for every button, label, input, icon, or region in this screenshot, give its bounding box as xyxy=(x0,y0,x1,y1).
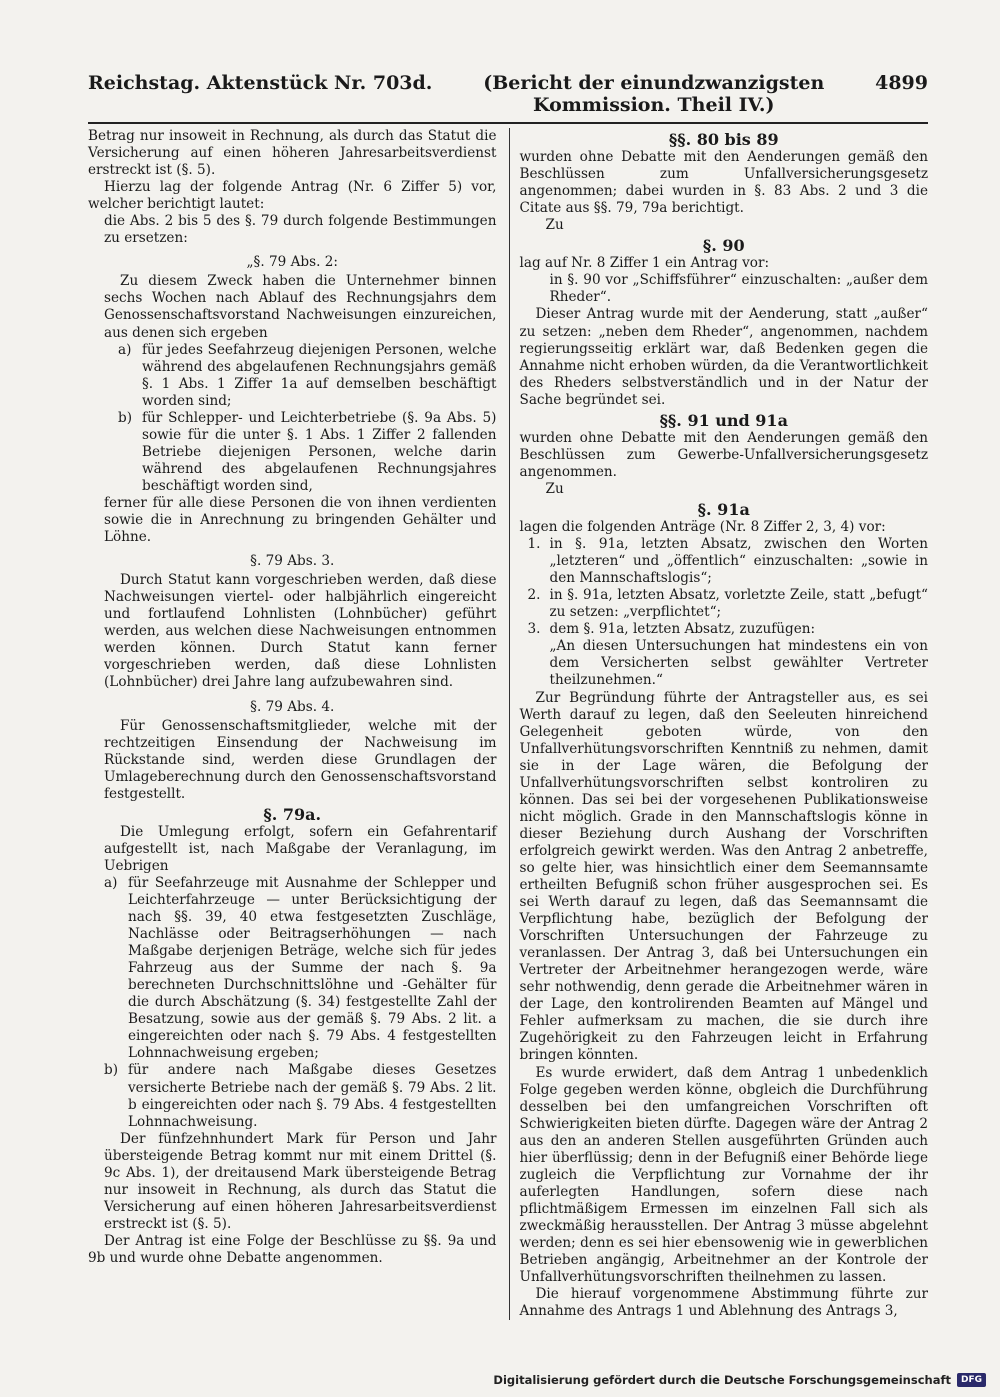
section-heading: §. 90 xyxy=(702,236,745,256)
list-label: 3. xyxy=(527,621,541,638)
document-page xyxy=(88,72,928,1320)
footer-credit: Digitalisierung gefördert durch die Deutsche Forschungsgemeinschaft xyxy=(493,1373,951,1387)
list-label: b) xyxy=(118,409,133,426)
page-number: 4899 xyxy=(875,72,928,94)
left-column xyxy=(88,128,509,1320)
list-item xyxy=(88,1062,497,1130)
list-item xyxy=(520,536,929,587)
right-column xyxy=(509,128,929,1320)
list-text: dem §. 91a, letzten Absatz, zuzufügen: xyxy=(549,621,816,638)
subsection-heading: §. 79 Abs. 3. xyxy=(250,553,335,570)
list-text: für Schlepper- und Leichterbetriebe (§. 9a Abs. 5) sowie für die unter §. 1 Abs. 1 Ziffer 2 fallenden Betriebe diejenigen Personen, welche darin während des abgelaufenen Rechnungsjahres beschäftigt worden sind, xyxy=(142,409,497,494)
paragraph: Der Antrag ist eine Folge der Beschlüsse zu §§. 9a und 9b und wurde ohne Debatte angenommen. xyxy=(88,1232,497,1266)
zu-label: Zu xyxy=(545,480,564,497)
paragraph: in §. 90 vor „Schiffsführer“ einzuschalten: „außer dem Rheder“. xyxy=(549,272,928,306)
paragraph: Der fünfzehnhundert Mark für Person und Jahr übersteigende Betrag kommt nur mit einem Drittel (§. 9c Abs. 1), der dreitausend Mark übersteigende Betrag nur insoweit in Rechnung, als durch das Statut die Versicherung auf einen höheren Jahresarbeitsverdienst erstreckt ist (§. 5). xyxy=(104,1130,497,1232)
paragraph: ferner für alle diese Personen die von ihnen verdienten sowie die in Anrechnung zu bringenden Gehälter und Löhne. xyxy=(104,494,497,546)
paragraph: lag auf Nr. 8 Ziffer 1 ein Antrag vor: xyxy=(519,255,770,272)
list-item xyxy=(520,587,929,621)
paragraph: Zu diesem Zweck haben die Unternehmer binnen sechs Wochen nach Ablauf des Rechnungsjahrs dem Genossenschaftsvorstand Nachweisungen einzureichen, aus denen sich ergeben xyxy=(104,273,497,341)
list-text: in §. 91a, letzten Absatz, vorletzte Zeile, statt „befugt“ zu setzen: „verpflichtet“; xyxy=(549,587,928,621)
list-text: für Seefahrzeuge mit Ausnahme der Schlepper und Leichterfahrzeuge — unter Berücksichtigung der nach §§. 39, 40 etwa festgesetzten Zuschläge, Nachlässe oder Beitragserhöhungen — nach Maßgabe derjenigen Beträge, welche sich für jedes Fahrzeug aus der Summe der nach §. 9a berechneten Durchschnittslöhne und -Gehälter für die durch Abschätzung (§. 34) festgestellte Zahl der Besatzung, sowie aus der gemäß §. 79 Abs. 2 lit. a eingereichten oder nach §. 79 Abs. 4 festgestellten Lohnnachweisung ergeben; xyxy=(128,874,497,1062)
page-header xyxy=(88,72,928,124)
list-text: in §. 91a, letzten Absatz, zwischen den Worten „letzteren“ und „öffentlich“ einzuschalten: „sowie in den Mannschaftslogis“; xyxy=(549,536,928,587)
section-heading: §§. 91 und 91a xyxy=(659,410,788,430)
list-text: für jedes Seefahrzeug diejenigen Personen, welche während des abgelaufenen Rechnungsjahrs gemäß §. 1 Abs. 1 Ziffer 1a auf demselben beschäftigt worden sind; xyxy=(142,341,497,409)
zu-label: Zu xyxy=(545,217,564,234)
paragraph: die Abs. 2 bis 5 des §. 79 durch folgende Bestimmungen zu ersetzen: xyxy=(104,213,497,247)
paragraph: Dieser Antrag wurde mit der Aenderung, statt „außer“ zu setzen: „neben dem Rheder“, angenommen, nachdem regierungsseitig erklärt war, daß Bedenken gegen die Annahme nicht erhoben würden, da die Verantwortlichkeit des Rheders selbstverständlich und in der Natur der Sache begründet sei. xyxy=(519,306,928,408)
section-heading: §. 79a. xyxy=(263,804,322,824)
list-label: a) xyxy=(118,341,132,358)
dfg-logo: DFG xyxy=(957,1373,986,1387)
section-heading: §§. 80 bis 89 xyxy=(668,130,779,149)
list-text: für andere nach Maßgabe dieses Gesetzes versicherte Betriebe nach der gemäß §. 79 Abs. 2 lit. b eingereichten oder nach §. 79 Abs. 4 festgestellten Lohnnachweisung. xyxy=(128,1062,497,1130)
list-label: 2. xyxy=(527,587,541,604)
paragraph: Es wurde erwidert, daß dem Antrag 1 unbedenklich Folge gegeben werden könne, obgleich die Durchführung desselben bei den umfangreichen Vorschriften oft Schwierigkeiten bieten dürfte. Dagegen wäre der Antrag 2 aus den an anderen Stellen ausgeführten Gründen auch hier überflüssig; denn in der Befugniß einer Behörde liege zugleich die Verpflichtung zur Vornahme der ihr auferlegten Handlungen, sofern diese nach pflichtmäßigem Ermessen im einzelnen Fall sich als zweckmäßig herausstellen. Der Antrag 3 müsse abgelehnt werden; denn es sei hier ebensowenig wie in gewerblichen Betrieben angängig, Arbeitnehmer an der Kontrole der Unfallverhütungsvorschriften theilnehmen zu lassen. xyxy=(519,1064,928,1286)
list-label: a) xyxy=(104,874,118,891)
list-label: 1. xyxy=(527,536,541,553)
paragraph: Zur Begründung führte der Antragsteller aus, es sei Werth darauf zu legen, daß den Seeleuten hinreichend Gelegenheit geboten würde, von den Unfallverhütungsvorschriften Kenntniß zu nehmen, damit sie in der Lage wären, die Befolgung der Unfallverhütungsvorschriften selbst kontroliren zu können. Das sei bei der vorgesehenen Publikationsweise nicht möglich. Grade in den Mannschaftslogis könne in dieser Beziehung durch Aushang der Vorschriften erfolgreich gewirkt werden. Was den Antrag 2 anbetreffe, so gelte hier, was hinsichtlich einer dem Seemannsamte ertheilten Befugniß schon früher ausgesprochen sei. Es sei Werth darauf zu legen, daß das Seemannsamt die Verpflichtung habe, bezüglich der Befolgung der Vorschriften Untersuchungen der Fahrzeuge zu veranlassen. Der Antrag 3, daß bei Untersuchungen ein Vertreter der Arbeitnehmer herangezogen werde, wäre sehr nothwendig, denn gerade die Arbeitnehmer wären in der Lage, den kontrolirenden Beamten auf Mängel und Fehler aufmerksam zu machen, die sie durch ihre Zugehörigkeit zu den Fahrzeugen leicht in Erfahrung bringen könnten. xyxy=(519,689,928,1064)
paragraph: wurden ohne Debatte mit den Aenderungen gemäß den Beschlüssen zum Gewerbe-Unfallversicherungsgesetz angenommen. xyxy=(519,429,928,480)
paragraph: Durch Statut kann vorgeschrieben werden, daß diese Nachweisungen viertel- oder halbjährlich eingereicht und fortlaufend Lohnlisten (Lohnbücher) geführt werden, aus welchen diese Nachweisungen entnommen werden können. Durch Statut kann ferner vorgeschrieben werden, daß diese Lohnlisten (Lohnbücher) drei Jahre lang aufzubewahren sind. xyxy=(104,572,497,691)
list-item xyxy=(520,621,929,638)
quoted-text: „An diesen Untersuchungen hat mindestens ein von dem Versicherten selbst gewählter Vertreter theilzunehmen.“ xyxy=(549,638,928,689)
paragraph: Die Umlegung erfolgt, sofern ein Gefahrentarif aufgestellt ist, nach Maßgabe der Veranlagung, im Uebrigen xyxy=(104,823,497,874)
paragraph: wurden ohne Debatte mit den Aenderungen gemäß den Beschlüssen zum Unfallversicherungsgesetz angenommen; dabei wurden in §. 83 Abs. 2 und 3 die Citate aus §§. 79, 79a berichtigt. xyxy=(519,149,928,217)
footer xyxy=(493,1373,986,1387)
paragraph: Hierzu lag der folgende Antrag (Nr. 6 Ziffer 5) vor, welcher berichtigt lautet: xyxy=(88,179,497,213)
list-item xyxy=(88,410,497,495)
paragraph: Für Genossenschaftsmitglieder, welche mit der rechtzeitigen Einsendung der Nachweisung im Rückstande sind, werden diese Grundlagen der Umlageberechnung durch den Genossenschaftsvorstand festgestellt. xyxy=(104,717,497,802)
header-title: Reichstag. Aktenstück Nr. 703d. xyxy=(88,72,433,94)
header-subtitle: (Bericht der einundzwanzigsten Kommission. Theil IV.) xyxy=(483,72,825,116)
section-heading: §. 91a xyxy=(697,499,750,519)
paragraph: lagen die folgenden Anträge (Nr. 8 Ziffer 2, 3, 4) vor: xyxy=(519,519,886,536)
list-item xyxy=(88,875,497,1063)
list-item xyxy=(88,342,497,410)
paragraph: Die hierauf vorgenommene Abstimmung führte zur Annahme des Antrags 1 und Ablehnung des Antrags 3, xyxy=(519,1286,928,1320)
list-label: b) xyxy=(104,1062,119,1079)
paragraph: Betrag nur insoweit in Rechnung, als durch das Statut die Versicherung auf einen höheren Jahresarbeitsverdienst erstreckt ist (§. 5). xyxy=(88,128,497,179)
subsection-heading: „§. 79 Abs. 2: xyxy=(246,254,338,271)
subsection-heading: §. 79 Abs. 4. xyxy=(250,698,335,715)
